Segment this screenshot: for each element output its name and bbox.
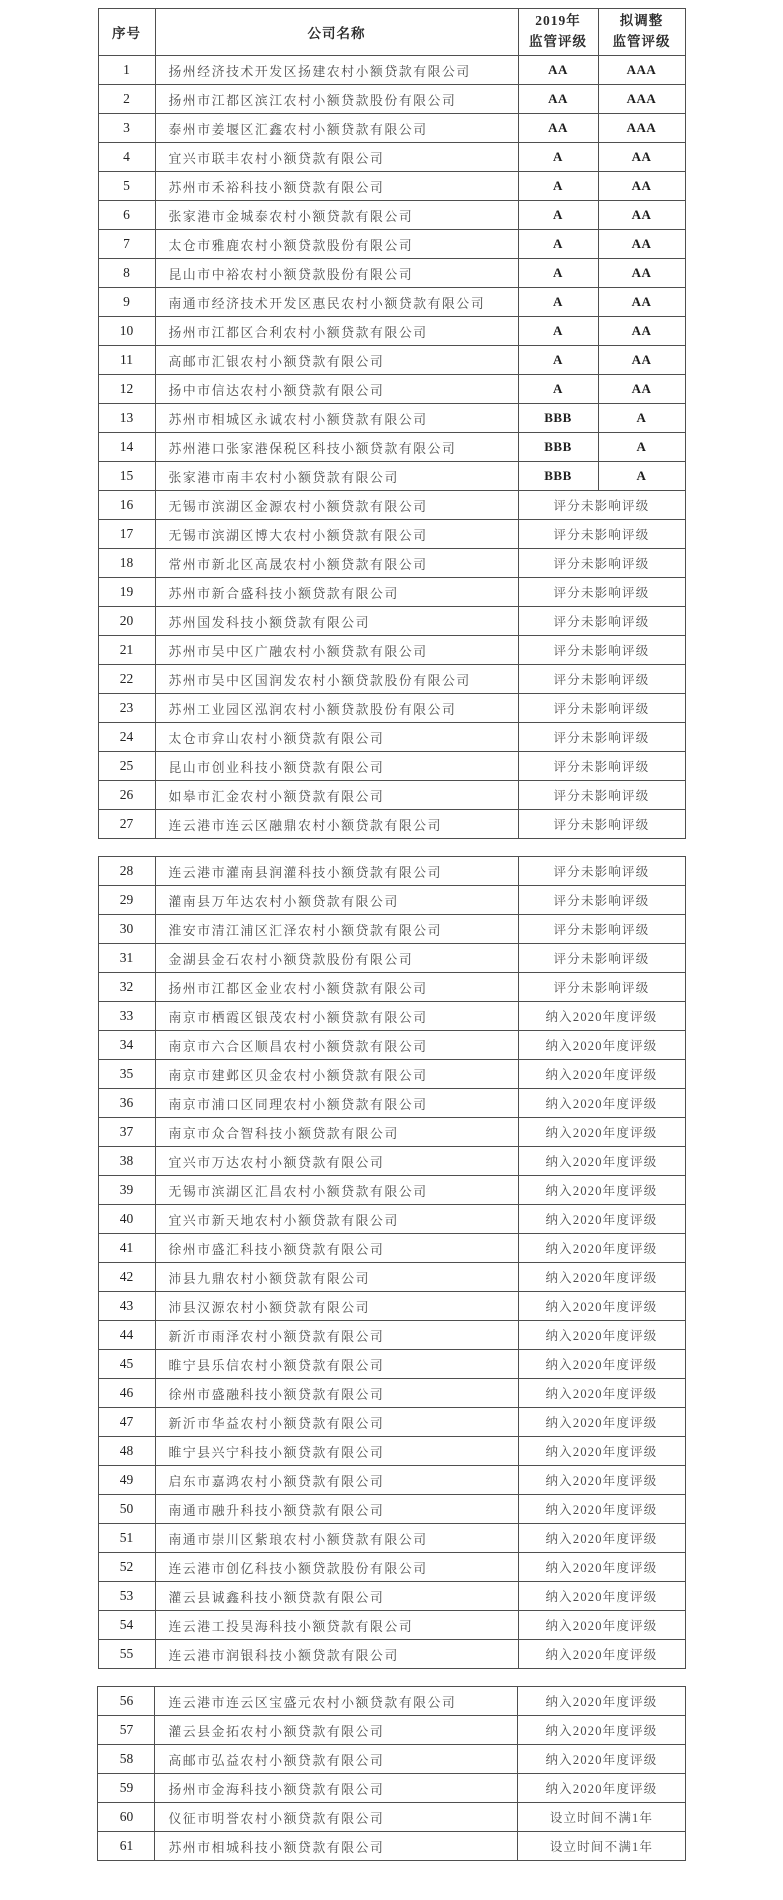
rating-proposed-cell: A (598, 404, 685, 433)
table-row (98, 549, 685, 578)
table-row (98, 752, 685, 781)
company-name-cell: 苏州港口张家港保税区科技小额贷款有限公司 (155, 433, 518, 462)
table-body-segment-3 (98, 1687, 685, 1861)
rating-status-cell: 纳入2020年度评级 (518, 1089, 685, 1118)
rating-2019-cell: BBB (518, 462, 598, 491)
rating-status-cell: 纳入2020年度评级 (518, 1234, 685, 1263)
company-name-cell: 南通市经济技术开发区惠民农村小额贷款有限公司 (155, 288, 518, 317)
table-row (98, 1495, 685, 1524)
table-row (98, 1205, 685, 1234)
company-name-cell: 无锡市滨湖区博大农村小额贷款有限公司 (155, 520, 518, 549)
table-row (98, 1089, 685, 1118)
ratings-table-segment-2 (98, 856, 686, 1669)
company-name-cell: 苏州市吴中区广融农村小额贷款有限公司 (155, 636, 518, 665)
company-name-cell: 张家港市金城泰农村小额贷款有限公司 (155, 201, 518, 230)
row-number-cell: 25 (98, 752, 155, 781)
company-name-cell: 泰州市姜堰区汇鑫农村小额贷款有限公司 (155, 114, 518, 143)
row-number-cell: 53 (98, 1582, 155, 1611)
header-cell-number: 序号 (98, 9, 155, 56)
table-row (98, 317, 685, 346)
rating-proposed-cell: A (598, 433, 685, 462)
company-name-cell: 南京市众合智科技小额贷款有限公司 (155, 1118, 518, 1147)
company-name-cell: 南京市浦口区同理农村小额贷款有限公司 (155, 1089, 518, 1118)
row-number-cell: 33 (98, 1002, 155, 1031)
company-name-cell: 无锡市滨湖区汇昌农村小额贷款有限公司 (155, 1176, 518, 1205)
rating-status-cell: 纳入2020年度评级 (518, 1263, 685, 1292)
rating-status-cell: 评分未影响评级 (518, 607, 685, 636)
row-number-cell: 35 (98, 1060, 155, 1089)
row-number-cell: 61 (98, 1832, 155, 1861)
rating-2019-cell: BBB (518, 433, 598, 462)
company-name-cell: 南通市融升科技小额贷款有限公司 (155, 1495, 518, 1524)
rating-proposed-cell: AA (598, 143, 685, 172)
rating-status-cell: 纳入2020年度评级 (518, 1582, 685, 1611)
rating-status-cell: 纳入2020年度评级 (518, 1321, 685, 1350)
ratings-table-segment-3 (97, 1686, 685, 1861)
rating-2019-cell: AA (518, 56, 598, 85)
row-number-cell: 47 (98, 1408, 155, 1437)
rating-status-cell: 纳入2020年度评级 (518, 1437, 685, 1466)
table-row (98, 973, 685, 1002)
ratings-table-segment-1 (98, 8, 686, 839)
row-number-cell: 50 (98, 1495, 155, 1524)
rating-status-cell: 评分未影响评级 (518, 915, 685, 944)
rating-2019-cell: A (518, 143, 598, 172)
table-row (98, 56, 685, 85)
row-number-cell: 30 (98, 915, 155, 944)
table-body-segment-2 (98, 857, 685, 1669)
table-row (98, 1234, 685, 1263)
row-number-cell: 45 (98, 1350, 155, 1379)
table-row (98, 636, 685, 665)
rating-status-cell: 纳入2020年度评级 (518, 1611, 685, 1640)
table-row (98, 201, 685, 230)
row-number-cell: 26 (98, 781, 155, 810)
row-number-cell: 36 (98, 1089, 155, 1118)
company-name-cell: 仪征市明誉农村小额贷款有限公司 (155, 1803, 518, 1832)
table-row (98, 694, 685, 723)
table-row (98, 433, 685, 462)
table-row (98, 1379, 685, 1408)
row-number-cell: 9 (98, 288, 155, 317)
rating-status-cell: 纳入2020年度评级 (518, 1292, 685, 1321)
rating-status-cell: 评分未影响评级 (518, 752, 685, 781)
header-2019-line2: 监管评级 (529, 34, 587, 49)
rating-status-cell: 评分未影响评级 (518, 857, 685, 886)
rating-proposed-cell: AA (598, 259, 685, 288)
row-number-cell: 7 (98, 230, 155, 259)
rating-status-cell: 纳入2020年度评级 (518, 1687, 685, 1716)
table-row (98, 1687, 685, 1716)
table-row (98, 346, 685, 375)
header-proposed-line1: 拟调整 (619, 13, 664, 29)
table-row (98, 172, 685, 201)
rating-proposed-cell: AA (598, 230, 685, 259)
company-name-cell: 南通市崇川区紫琅农村小额贷款有限公司 (155, 1524, 518, 1553)
row-number-cell: 60 (98, 1803, 155, 1832)
row-number-cell: 43 (98, 1292, 155, 1321)
rating-status-cell: 纳入2020年度评级 (518, 1031, 685, 1060)
row-number-cell: 29 (98, 886, 155, 915)
company-name-cell: 南京市栖霞区银茂农村小额贷款有限公司 (155, 1002, 518, 1031)
company-name-cell: 昆山市中裕农村小额贷款股份有限公司 (155, 259, 518, 288)
company-name-cell: 高邮市弘益农村小额贷款有限公司 (155, 1745, 518, 1774)
rating-status-cell: 评分未影响评级 (518, 491, 685, 520)
rating-status-cell: 纳入2020年度评级 (518, 1176, 685, 1205)
row-number-cell: 41 (98, 1234, 155, 1263)
rating-status-cell: 纳入2020年度评级 (518, 1466, 685, 1495)
row-number-cell: 23 (98, 694, 155, 723)
table-row (98, 404, 685, 433)
header-row (98, 9, 685, 56)
row-number-cell: 21 (98, 636, 155, 665)
company-name-cell: 连云港市连云区宝盛元农村小额贷款有限公司 (155, 1687, 518, 1716)
rating-2019-cell: A (518, 201, 598, 230)
company-name-cell: 常州市新北区高晟农村小额贷款有限公司 (155, 549, 518, 578)
table-row (98, 1716, 685, 1745)
company-name-cell: 徐州市盛汇科技小额贷款有限公司 (155, 1234, 518, 1263)
table-row (98, 1292, 685, 1321)
table-row (98, 781, 685, 810)
header-cell-company-name: 公司名称 (155, 9, 518, 56)
table-row (98, 578, 685, 607)
row-number-cell: 55 (98, 1640, 155, 1669)
row-number-cell: 44 (98, 1321, 155, 1350)
rating-proposed-cell: AA (598, 172, 685, 201)
table-row (98, 1321, 685, 1350)
row-number-cell: 8 (98, 259, 155, 288)
rating-status-cell: 评分未影响评级 (518, 973, 685, 1002)
rating-2019-cell: A (518, 317, 598, 346)
row-number-cell: 57 (98, 1716, 155, 1745)
company-name-cell: 太仓市雅鹿农村小额贷款股份有限公司 (155, 230, 518, 259)
row-number-cell: 16 (98, 491, 155, 520)
rating-proposed-cell: AA (598, 346, 685, 375)
company-name-cell: 连云港市连云区融鼎农村小额贷款有限公司 (155, 810, 518, 839)
company-name-cell: 徐州市盛融科技小额贷款有限公司 (155, 1379, 518, 1408)
table-row (98, 1118, 685, 1147)
company-name-cell: 灌南县万年达农村小额贷款有限公司 (155, 886, 518, 915)
row-number-cell: 11 (98, 346, 155, 375)
company-name-cell: 睢宁县乐信农村小额贷款有限公司 (155, 1350, 518, 1379)
rating-status-cell: 评分未影响评级 (518, 578, 685, 607)
table-row (98, 462, 685, 491)
company-name-cell: 新沂市雨泽农村小额贷款有限公司 (155, 1321, 518, 1350)
row-number-cell: 14 (98, 433, 155, 462)
row-number-cell: 18 (98, 549, 155, 578)
company-name-cell: 南京市建邺区贝金农村小额贷款有限公司 (155, 1060, 518, 1089)
rating-status-cell: 评分未影响评级 (518, 886, 685, 915)
header-cell-2019-rating (518, 9, 598, 56)
rating-2019-cell: A (518, 172, 598, 201)
header-2019-line1: 2019年 (535, 13, 581, 29)
company-name-cell: 沛县汉源农村小额贷款有限公司 (155, 1292, 518, 1321)
company-name-cell: 无锡市滨湖区金源农村小额贷款有限公司 (155, 491, 518, 520)
table-row (98, 520, 685, 549)
row-number-cell: 12 (98, 375, 155, 404)
company-name-cell: 张家港市南丰农村小额贷款有限公司 (155, 462, 518, 491)
row-number-cell: 5 (98, 172, 155, 201)
row-number-cell: 31 (98, 944, 155, 973)
table-row (98, 886, 685, 915)
rating-status-cell: 纳入2020年度评级 (518, 1060, 685, 1089)
rating-status-cell: 纳入2020年度评级 (518, 1147, 685, 1176)
rating-proposed-cell: A (598, 462, 685, 491)
company-name-cell: 苏州市禾裕科技小额贷款有限公司 (155, 172, 518, 201)
rating-2019-cell: A (518, 259, 598, 288)
rating-2019-cell: AA (518, 85, 598, 114)
company-name-cell: 苏州市新合盛科技小额贷款有限公司 (155, 578, 518, 607)
row-number-cell: 15 (98, 462, 155, 491)
table-row (98, 1147, 685, 1176)
row-number-cell: 27 (98, 810, 155, 839)
company-name-cell: 高邮市汇银农村小额贷款有限公司 (155, 346, 518, 375)
company-name-cell: 扬州市江都区滨江农村小额贷款股份有限公司 (155, 85, 518, 114)
company-name-cell: 扬州市江都区合利农村小额贷款有限公司 (155, 317, 518, 346)
table-row (98, 1437, 685, 1466)
rating-status-cell: 纳入2020年度评级 (518, 1118, 685, 1147)
rating-2019-cell: BBB (518, 404, 598, 433)
rating-status-cell: 纳入2020年度评级 (518, 1205, 685, 1234)
rating-proposed-cell: AAA (598, 56, 685, 85)
rating-proposed-cell: AA (598, 288, 685, 317)
table-row (98, 85, 685, 114)
rating-2019-cell: A (518, 230, 598, 259)
company-name-cell: 连云港工投昊海科技小额贷款有限公司 (155, 1611, 518, 1640)
table-row (98, 143, 685, 172)
row-number-cell: 10 (98, 317, 155, 346)
table-row (98, 1745, 685, 1774)
table-row (98, 288, 685, 317)
rating-status-cell: 评分未影响评级 (518, 549, 685, 578)
company-name-cell: 昆山市创业科技小额贷款有限公司 (155, 752, 518, 781)
rating-status-cell: 评分未影响评级 (518, 810, 685, 839)
company-name-cell: 睢宁县兴宁科技小额贷款有限公司 (155, 1437, 518, 1466)
header-cell-proposed-rating (598, 9, 685, 56)
company-name-cell: 灌云县诚鑫科技小额贷款有限公司 (155, 1582, 518, 1611)
company-name-cell: 连云港市创亿科技小额贷款股份有限公司 (155, 1553, 518, 1582)
table-row (98, 915, 685, 944)
rating-proposed-cell: AAA (598, 85, 685, 114)
rating-status-cell: 评分未影响评级 (518, 636, 685, 665)
row-number-cell: 49 (98, 1466, 155, 1495)
rating-status-cell: 设立时间不满1年 (518, 1832, 685, 1861)
row-number-cell: 1 (98, 56, 155, 85)
table-row (98, 1350, 685, 1379)
row-number-cell: 32 (98, 973, 155, 1002)
table-row (98, 1263, 685, 1292)
row-number-cell: 52 (98, 1553, 155, 1582)
table-row (98, 1176, 685, 1205)
row-number-cell: 37 (98, 1118, 155, 1147)
row-number-cell: 28 (98, 857, 155, 886)
company-name-cell: 如皋市汇金农村小额贷款有限公司 (155, 781, 518, 810)
row-number-cell: 40 (98, 1205, 155, 1234)
rating-status-cell: 纳入2020年度评级 (518, 1524, 685, 1553)
company-name-cell: 宜兴市新天地农村小额贷款有限公司 (155, 1205, 518, 1234)
table-row (98, 1408, 685, 1437)
company-name-cell: 新沂市华益农村小额贷款有限公司 (155, 1408, 518, 1437)
row-number-cell: 54 (98, 1611, 155, 1640)
row-number-cell: 59 (98, 1774, 155, 1803)
company-name-cell: 苏州工业园区泓润农村小额贷款股份有限公司 (155, 694, 518, 723)
rating-proposed-cell: AA (598, 201, 685, 230)
table-row (98, 1640, 685, 1669)
rating-status-cell: 评分未影响评级 (518, 944, 685, 973)
row-number-cell: 38 (98, 1147, 155, 1176)
company-name-cell: 淮安市清江浦区汇泽农村小额贷款有限公司 (155, 915, 518, 944)
company-name-cell: 扬州市金海科技小额贷款有限公司 (155, 1774, 518, 1803)
row-number-cell: 13 (98, 404, 155, 433)
row-number-cell: 2 (98, 85, 155, 114)
rating-status-cell: 设立时间不满1年 (518, 1803, 685, 1832)
rating-status-cell: 纳入2020年度评级 (518, 1745, 685, 1774)
company-name-cell: 沛县九鼎农村小额贷款有限公司 (155, 1263, 518, 1292)
header-proposed-line2: 监管评级 (612, 34, 671, 49)
row-number-cell: 39 (98, 1176, 155, 1205)
company-name-cell: 启东市嘉鸿农村小额贷款有限公司 (155, 1466, 518, 1495)
table-row (98, 723, 685, 752)
table-row (98, 1611, 685, 1640)
row-number-cell: 42 (98, 1263, 155, 1292)
table-row (98, 1803, 685, 1832)
table-row (98, 230, 685, 259)
company-name-cell: 宜兴市万达农村小额贷款有限公司 (155, 1147, 518, 1176)
table-row (98, 1466, 685, 1495)
row-number-cell: 34 (98, 1031, 155, 1060)
row-number-cell: 58 (98, 1745, 155, 1774)
rating-status-cell: 纳入2020年度评级 (518, 1716, 685, 1745)
row-number-cell: 56 (98, 1687, 155, 1716)
rating-status-cell: 纳入2020年度评级 (518, 1553, 685, 1582)
table-row (98, 1774, 685, 1803)
company-name-cell: 扬州经济技术开发区扬建农村小额贷款有限公司 (155, 56, 518, 85)
rating-proposed-cell: AA (598, 317, 685, 346)
company-name-cell: 宜兴市联丰农村小额贷款有限公司 (155, 143, 518, 172)
row-number-cell: 17 (98, 520, 155, 549)
company-name-cell: 苏州市相城科技小额贷款有限公司 (155, 1832, 518, 1861)
row-number-cell: 20 (98, 607, 155, 636)
table-row (98, 375, 685, 404)
table-row (98, 259, 685, 288)
rating-2019-cell: A (518, 346, 598, 375)
rating-status-cell: 纳入2020年度评级 (518, 1640, 685, 1669)
company-name-cell: 扬中市信达农村小额贷款有限公司 (155, 375, 518, 404)
rating-proposed-cell: AAA (598, 114, 685, 143)
table-header (98, 9, 685, 56)
company-name-cell: 扬州市江都区金业农村小额贷款有限公司 (155, 973, 518, 1002)
company-name-cell: 太仓市弇山农村小额贷款有限公司 (155, 723, 518, 752)
row-number-cell: 4 (98, 143, 155, 172)
table-row (98, 114, 685, 143)
table-row (98, 1031, 685, 1060)
rating-status-cell: 纳入2020年度评级 (518, 1002, 685, 1031)
rating-status-cell: 评分未影响评级 (518, 665, 685, 694)
rating-status-cell: 评分未影响评级 (518, 520, 685, 549)
company-name-cell: 苏州国发科技小额贷款有限公司 (155, 607, 518, 636)
row-number-cell: 22 (98, 665, 155, 694)
row-number-cell: 48 (98, 1437, 155, 1466)
rating-proposed-cell: AA (598, 375, 685, 404)
company-name-cell: 金湖县金石农村小额贷款股份有限公司 (155, 944, 518, 973)
table-body-segment-1 (98, 56, 685, 839)
rating-2019-cell: A (518, 375, 598, 404)
company-name-cell: 连云港市润银科技小额贷款有限公司 (155, 1640, 518, 1669)
table-row (98, 607, 685, 636)
table-row (98, 1582, 685, 1611)
table-row (98, 491, 685, 520)
company-name-cell: 苏州市相城区永诚农村小额贷款有限公司 (155, 404, 518, 433)
table-row (98, 1553, 685, 1582)
rating-2019-cell: AA (518, 114, 598, 143)
table-row (98, 1832, 685, 1861)
table-row (98, 1524, 685, 1553)
rating-status-cell: 纳入2020年度评级 (518, 1350, 685, 1379)
rating-status-cell: 纳入2020年度评级 (518, 1774, 685, 1803)
row-number-cell: 3 (98, 114, 155, 143)
rating-status-cell: 评分未影响评级 (518, 694, 685, 723)
company-name-cell: 苏州市吴中区国润发农村小额贷款股份有限公司 (155, 665, 518, 694)
rating-status-cell: 纳入2020年度评级 (518, 1379, 685, 1408)
table-row (98, 1060, 685, 1089)
table-row (98, 1002, 685, 1031)
rating-2019-cell: A (518, 288, 598, 317)
row-number-cell: 46 (98, 1379, 155, 1408)
table-row (98, 944, 685, 973)
row-number-cell: 19 (98, 578, 155, 607)
row-number-cell: 6 (98, 201, 155, 230)
company-name-cell: 连云港市灌南县润灌科技小额贷款有限公司 (155, 857, 518, 886)
table-row (98, 810, 685, 839)
rating-status-cell: 纳入2020年度评级 (518, 1408, 685, 1437)
table-row (98, 857, 685, 886)
company-name-cell: 灌云县金拓农村小额贷款有限公司 (155, 1716, 518, 1745)
table-row (98, 665, 685, 694)
rating-status-cell: 评分未影响评级 (518, 781, 685, 810)
row-number-cell: 51 (98, 1524, 155, 1553)
rating-status-cell: 评分未影响评级 (518, 723, 685, 752)
row-number-cell: 24 (98, 723, 155, 752)
rating-status-cell: 纳入2020年度评级 (518, 1495, 685, 1524)
company-name-cell: 南京市六合区顺昌农村小额贷款有限公司 (155, 1031, 518, 1060)
